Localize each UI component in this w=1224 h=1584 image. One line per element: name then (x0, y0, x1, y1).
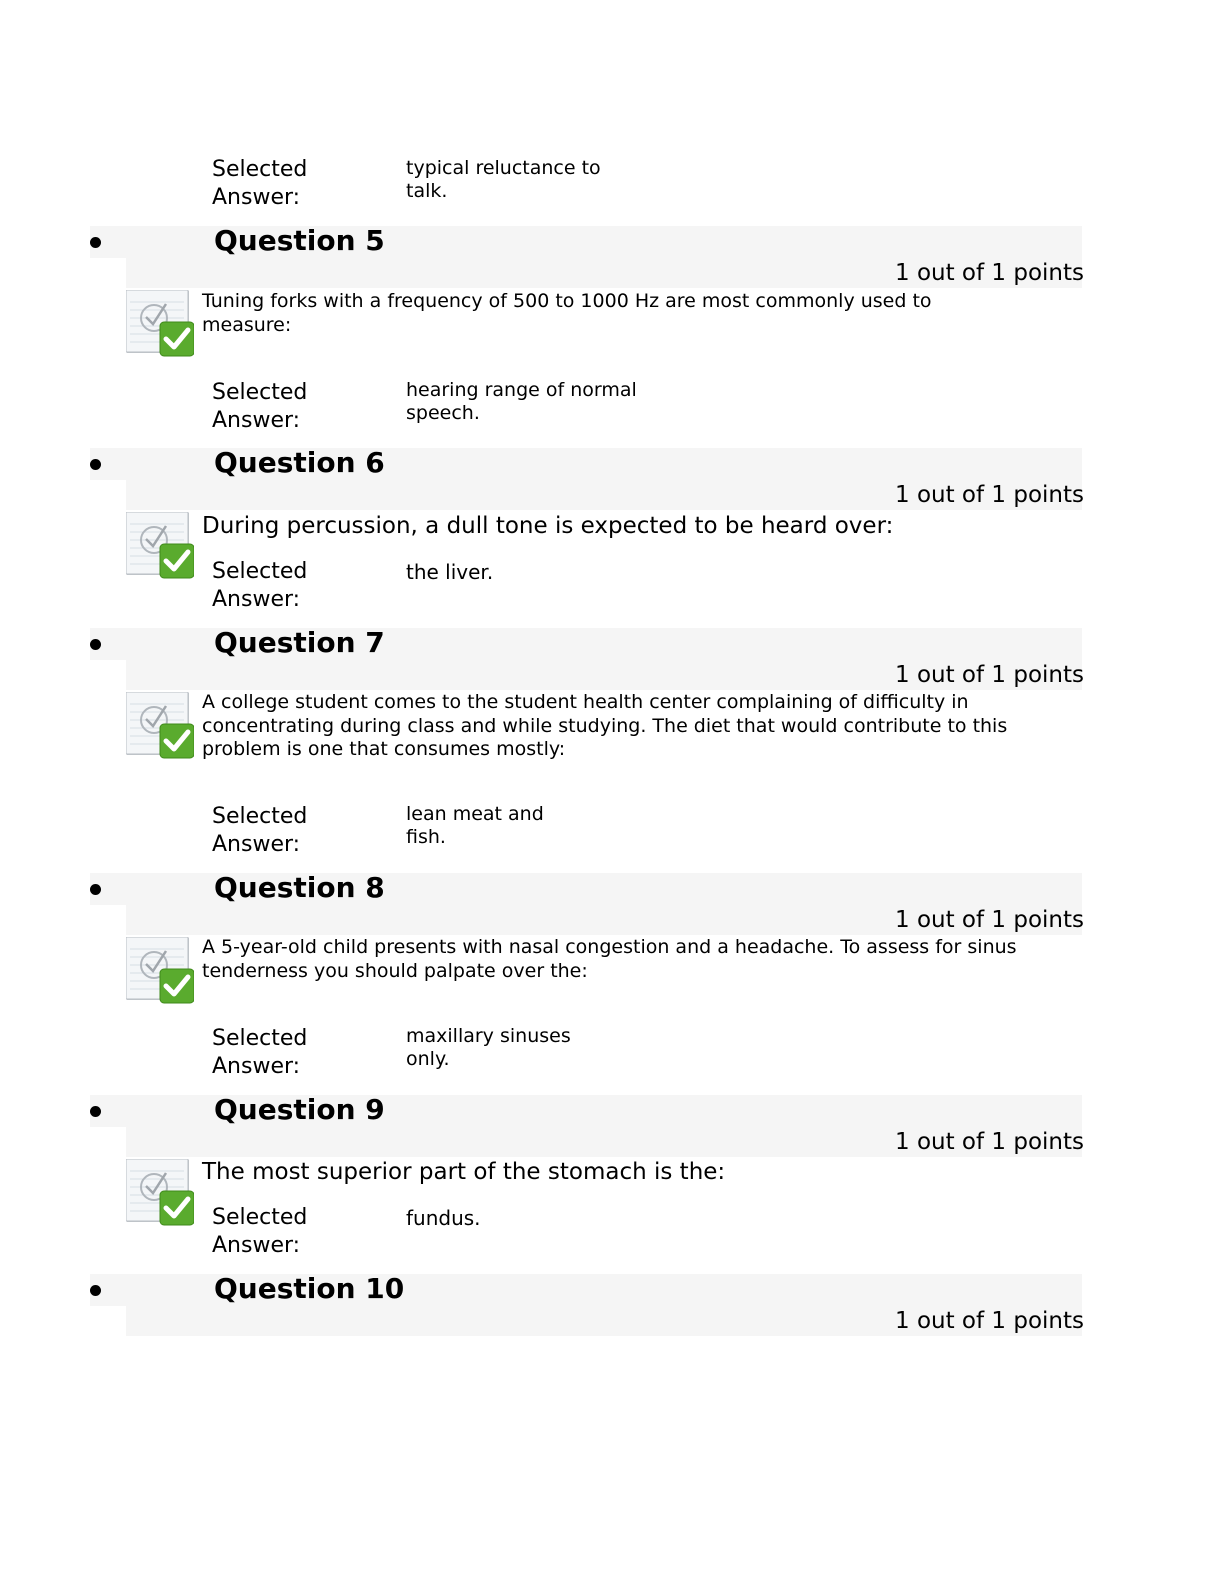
question-title: Question 9 (214, 1093, 385, 1126)
question-points: 1 out of 1 points (895, 662, 1084, 688)
bullet-icon (90, 1285, 101, 1296)
selected-answer-value: lean meat and fish. (406, 803, 544, 848)
correct-check-icon (126, 512, 194, 580)
selected-answer-value: the liver. (406, 560, 494, 584)
selected-answer-label: Selected Answer: (212, 380, 308, 433)
question-points: 1 out of 1 points (895, 1308, 1084, 1334)
question-points: 1 out of 1 points (895, 907, 1084, 933)
selected-answer-value: typical reluctance to talk. (406, 157, 601, 202)
question-title: Question 10 (214, 1272, 405, 1305)
question-text: A 5-year-old child presents with nasal congestion and a headache. To assess for sinus tenderness you should palpate over the: (202, 936, 1017, 982)
selected-answer-value: maxillary sinuses only. (406, 1025, 571, 1070)
bullet-icon (90, 459, 101, 470)
correct-check-icon (126, 1159, 194, 1227)
bullet-icon (90, 884, 101, 895)
question-title: Question 7 (214, 626, 385, 659)
question-text: During percussion, a dull tone is expected to be heard over: (202, 513, 894, 539)
correct-check-icon (126, 937, 194, 1005)
question-header (0, 1274, 1224, 1384)
selected-answer-label: Selected Answer: (212, 559, 308, 612)
question-points: 1 out of 1 points (895, 482, 1084, 508)
question-title: Question 5 (214, 224, 385, 257)
bullet-icon (90, 1106, 101, 1117)
selected-answer-label: Selected Answer: (212, 804, 308, 857)
bullet-icon (90, 639, 101, 650)
question-points: 1 out of 1 points (895, 1129, 1084, 1155)
selected-answer-label: Selected Answer: (212, 157, 308, 210)
question-title: Question 8 (214, 871, 385, 904)
question-text: The most superior part of the stomach is the: (202, 1159, 726, 1185)
question-text: A college student comes to the student health center complaining of difficulty in concentrating during class and while studying. The diet that would contribute to this problem is one that consumes mostly: (202, 691, 1008, 760)
selected-answer-value: fundus. (406, 1206, 481, 1230)
selected-answer-value: hearing range of normal speech. (406, 379, 637, 424)
correct-check-icon (126, 692, 194, 760)
selected-answer-label: Selected Answer: (212, 1205, 308, 1258)
question-points: 1 out of 1 points (895, 260, 1084, 286)
correct-check-icon (126, 290, 194, 358)
question-title: Question 6 (214, 446, 385, 479)
bullet-icon (90, 237, 101, 248)
selected-answer-label: Selected Answer: (212, 1026, 308, 1079)
question-text: Tuning forks with a frequency of 500 to 1000 Hz are most commonly used to measure: (202, 290, 932, 336)
